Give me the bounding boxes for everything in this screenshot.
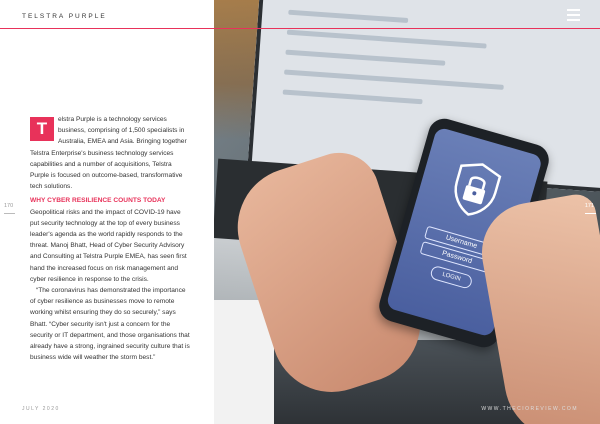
article-subhead: WHY CYBER RESILIENCE COUNTS TODAY xyxy=(30,197,166,205)
article-body xyxy=(30,114,190,363)
dropcap: T xyxy=(30,117,54,141)
password-field: Password xyxy=(420,241,495,274)
footer-website: WWW.THECIOREVIEW.COM xyxy=(481,406,578,412)
paragraph-1: Geopolitical risks and the impact of COVID-19 have put security technology at the top of every business leader's agenda as the world rapidly responds to the threat. Manoj Bhatt, Head of Cyber Security Advisory and Consulting at Telstra Purple EMEA, has seen first hand the increased focus on risk management and cyber resilience in response to the crisis. xyxy=(30,208,187,283)
screen-line xyxy=(283,89,423,104)
screen-line xyxy=(288,10,408,23)
screen-line xyxy=(287,30,487,49)
username-field: Username xyxy=(424,226,499,259)
footer-date: JULY 2020 xyxy=(22,406,60,412)
intro-paragraph xyxy=(30,114,190,192)
paragraph-2: “The coronavirus has demonstrated the importance of cyber resilience as businesses move to remote working whilst ensuring they do so securely,” says Bhatt. “Cyber security isn't just a concern for the security or IT department, and those organisations that already have a strong, ingrained security culture that is business wide will weather the storm best.” xyxy=(30,287,190,362)
page-number-right: 171 xyxy=(584,203,594,209)
shield-lock-icon xyxy=(445,156,507,223)
screen-line xyxy=(285,50,445,66)
intro-text: elstra Purple is a technology services business, comprising of 1,500 specialists in Australia, EMEA and Asia. Bringing together Telstra Enterprise's business technology services capabilities and a number of acquisitions, Telstra Purple is focused on outcome-based, transformative tech solutions. xyxy=(30,116,187,191)
margin-rule-left xyxy=(4,213,15,214)
hamburger-menu-icon[interactable] xyxy=(567,9,580,21)
brand-title: TELSTRA PURPLE xyxy=(22,13,107,20)
margin-rule-right xyxy=(585,213,596,214)
login-button: LOGIN xyxy=(429,265,473,290)
screen-line xyxy=(284,70,504,90)
page-number-left: 170 xyxy=(4,203,14,209)
header-rule xyxy=(0,28,600,29)
left-page xyxy=(0,0,214,424)
hero-photo xyxy=(214,0,600,424)
